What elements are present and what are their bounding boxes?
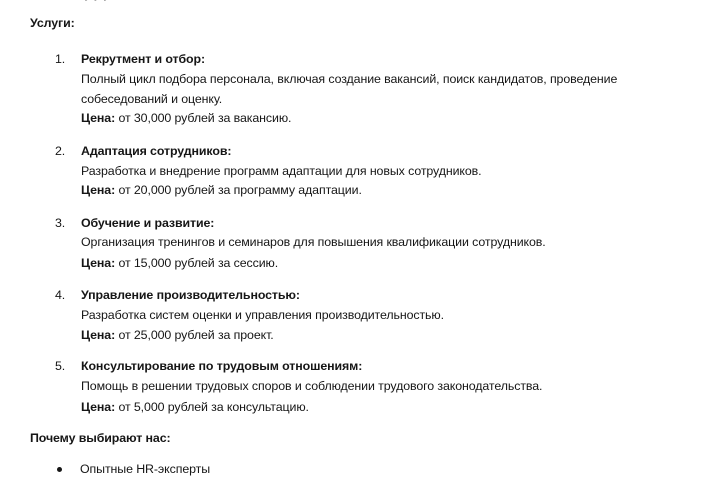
why-us-text: Опытные HR-эксперты <box>80 462 211 476</box>
price-label: Цена: <box>81 183 116 197</box>
service-description: Помощь в решении трудовых споров и соблюдении трудового законодательства. <box>81 379 543 393</box>
service-title: Управление производительностью: <box>81 288 300 302</box>
service-description: Разработка систем оценки и управления производительностью. <box>81 308 444 322</box>
price-label: Цена: <box>81 111 116 125</box>
service-price <box>81 325 274 345</box>
service-title: Рекрутмент и отбор: <box>81 52 206 66</box>
price-label: Цена: <box>81 328 116 342</box>
price-value: от 30,000 рублей за вакансию. <box>115 111 292 125</box>
service-description: Разработка и внедрение программ адаптации для новых сотрудников. <box>81 164 482 178</box>
service-title: Консультирование по трудовым отношениям: <box>81 359 363 373</box>
price-value: от 20,000 рублей за программу адаптации. <box>115 183 362 197</box>
price-value: от 5,000 рублей за консультацию. <box>115 400 309 414</box>
service-description: Организация тренингов и семинаров для повышения квалификации сотрудников. <box>81 235 546 249</box>
service-price <box>81 253 278 273</box>
service-title: Обучение и развитие: <box>81 216 215 230</box>
list-number: 3. <box>55 216 66 230</box>
service-title: Адаптация сотрудников: <box>81 144 232 158</box>
price-label: Цена: <box>81 400 116 414</box>
service-description: собеседований и оценку. <box>81 92 223 106</box>
service-price <box>81 180 362 200</box>
services-heading: Услуги: <box>30 16 75 30</box>
list-number: 5. <box>55 359 66 373</box>
price-value: от 15,000 рублей за сессию. <box>115 256 279 270</box>
service-price <box>81 108 291 128</box>
list-number: 4. <box>55 288 66 302</box>
service-price <box>81 397 309 417</box>
why-us-heading: Почему выбирают нас: <box>30 431 171 445</box>
clipped-previous-line <box>78 0 110 4</box>
price-label: Цена: <box>81 256 116 270</box>
list-number: 2. <box>55 144 66 158</box>
list-number: 1. <box>55 52 66 66</box>
bullet-icon <box>57 467 62 472</box>
price-value: от 25,000 рублей за проект. <box>115 328 274 342</box>
service-description: Полный цикл подбора персонала, включая создание вакансий, поиск кандидатов, проведение <box>81 72 618 86</box>
